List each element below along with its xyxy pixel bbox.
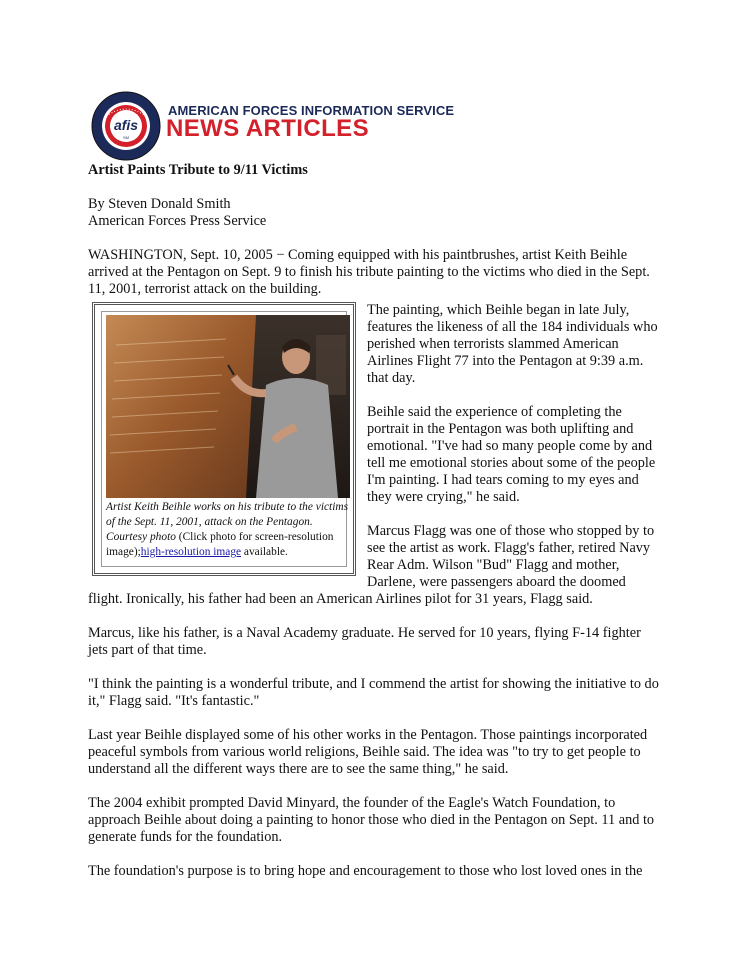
photo-figure [92, 302, 356, 576]
section-title: NEWS ARTICLES [166, 115, 369, 142]
paragraph-8: The 2004 exhibit prompted David Minyard, the founder of the Eagle's Watch Foundation, to approach Beihle about doing a painting to honor those who died in the Pentagon on Sept. 11 and to generate funds for the foundation. [88, 795, 655, 845]
artist-photo[interactable] [106, 315, 350, 498]
paragraph-4: Marcus Flagg was one of those who stopped by to see the artist as work. Flagg's father, retired Navy Rear Adm. Wilson "Bud" Flagg and mother, Darlene, were passengers aboard the doomed flight. Ironically, his father had been an American Airlines pilot for 31 years, Flagg said. [88, 523, 655, 607]
byline [88, 196, 663, 230]
paragraph-9: The foundation's purpose is to bring hope and encouragement to those who lost loved ones in the [88, 863, 643, 879]
article-title: Artist Paints Tribute to 9/11 Victims [88, 162, 308, 178]
article [88, 162, 663, 897]
paragraph-2: The painting, which Beihle began in late July, features the likeness of all the 184 individuals who perished when terrorists slammed American Airlines Flight 77 into the Pentagon at 9:39 a.m. that day. [367, 302, 658, 386]
paragraph-3: Beihle said the experience of completing the portrait in the Pentagon was both uplifting and emotional. "I've had so many people come by and tell me emotional stories about some of the people I'm painting. I had tears coming to my eyes and they were crying," he said. [367, 404, 656, 505]
figure-frame [101, 311, 347, 567]
caption-italic: Artist Keith Beihle works on his tribute to the victims of the Sept. 11, 2001, attack on the Pentagon. Courtesy photo [106, 501, 349, 543]
agency-name: AMERICAN FORCES INFORMATION SERVICE [168, 103, 455, 118]
paragraph-7: Last year Beihle displayed some of his other works in the Pentagon. Those paintings incorporated peaceful symbols from various world religions, Beihle said. The idea was "to try to get people to understand all the different ways there are to see the same thing," he said. [88, 727, 648, 777]
afis-seal-icon [90, 90, 162, 162]
caption-end: available. [241, 546, 288, 558]
author: By Steven Donald Smith [88, 196, 231, 212]
paragraph-6: "I think the painting is a wonderful tribute, and I commend the artist for showing the initiative to do it," Flagg said. "It's fantastic." [88, 676, 659, 709]
afis-seal-center-text: afis [113, 117, 139, 133]
outlet: American Forces Press Service [88, 213, 267, 229]
high-resolution-image-link[interactable]: high-resolution image [140, 546, 242, 558]
artist-painting-photo-icon [106, 315, 350, 498]
caption-plain: (Click photo for screen-resolution image); [106, 531, 334, 558]
afis-logo [90, 86, 455, 166]
paragraph-5: Marcus, like his father, is a Naval Academy graduate. He served for 10 years, flying F-14 fighter jets part of that time. [88, 625, 641, 658]
photo-caption [106, 500, 352, 560]
afis-seal-small-text: SM [123, 135, 129, 140]
paragraph-dateline: WASHINGTON, Sept. 10, 2005 − Coming equipped with his paintbrushes, artist Keith Beihle arrived at the Pentagon on Sept. 9 to finish his tribute painting to the victims who died in the Sept. 11, 2001, terrorist attack on the building. [88, 247, 650, 297]
